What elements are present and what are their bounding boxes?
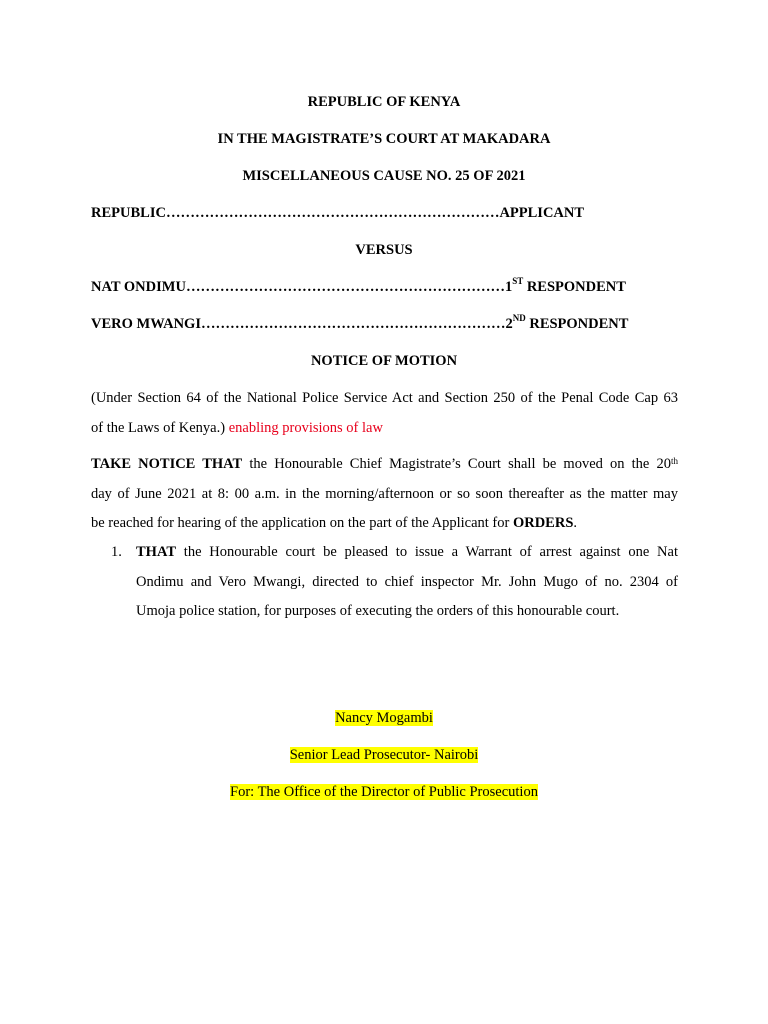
provision-annotation: enabling provisions of law (228, 419, 383, 436)
order-line-1-rest: the Honourable court be pleased to issue a Warrant of arrest against one Nat (176, 544, 678, 560)
notice-orders: ORDERS (512, 515, 574, 531)
notice-line-3-text: be reached for hearing of the application on the part of the Applicant for (91, 515, 513, 531)
respondent2-number: 2 (505, 316, 513, 332)
respondent1-ordinal: ST (512, 276, 524, 286)
order-number: 1. (111, 544, 122, 560)
enabling-provisions-paragraph (91, 384, 678, 443)
respondent2-line (91, 313, 629, 333)
notice-lead: TAKE NOTICE THAT (91, 456, 243, 472)
order-line-1 (136, 538, 678, 568)
court-heading: IN THE MAGISTRATE’S COURT AT MAKADARA (217, 131, 551, 147)
applicant-role: APPLICANT (499, 205, 585, 221)
notice-line-3 (91, 509, 678, 539)
cause-heading: MISCELLANEOUS CAUSE NO. 25 OF 2021 (242, 168, 526, 184)
respondent1-dots: ………………………………………………………… (185, 279, 505, 295)
provision-line-1: (Under Section 64 of the National Police Service Act and Section 250 of the Penal Code Cap 63 (91, 390, 678, 406)
respondent2-dots: ……………………………………………………… (200, 316, 506, 332)
signatory-office-line (0, 784, 768, 801)
respondent1-role: RESPONDENT (523, 279, 626, 295)
order-line-3: Umoja police station, for purposes of executing the orders of this honourable court. (136, 603, 620, 619)
applicant-line (91, 205, 584, 222)
signatory-title-line (0, 747, 768, 764)
provision-text: of the Laws of Kenya.) (91, 419, 229, 436)
applicant-name: REPUBLIC (91, 205, 166, 221)
respondent1-line (91, 276, 626, 296)
respondent2-name: VERO MWANGI (91, 316, 201, 332)
applicant-dots: …………………………………………………………… (165, 205, 500, 221)
respondent1-name: NAT ONDIMU (91, 279, 186, 295)
motion-title: NOTICE OF MOTION (310, 353, 458, 369)
order-line-2: Ondimu and Vero Mwangi, directed to chief inspector Mr. John Mugo of no. 2304 of (136, 573, 678, 590)
order-item (136, 538, 678, 627)
versus-heading: VERSUS (355, 242, 413, 258)
respondent2-ordinal: ND (512, 313, 526, 323)
country-heading: REPUBLIC OF KENYA (307, 94, 461, 110)
signatory-name: Nancy Mogambi (335, 710, 433, 726)
notice-date-ordinal: th (670, 456, 678, 466)
order-lead: THAT (136, 544, 177, 560)
notice-line-3-end: . (573, 515, 578, 531)
take-notice-paragraph (91, 450, 678, 539)
respondent1-number: 1 (504, 279, 513, 295)
signatory-title: Senior Lead Prosecutor- Nairobi (289, 747, 479, 763)
notice-line-1 (91, 450, 678, 480)
notice-line-1-rest: the Honourable Chief Magistrate’s Court shall be moved on the 20 (242, 456, 671, 472)
signatory-office: For: The Office of the Director of Public Prosecution (230, 784, 538, 800)
notice-line-2: day of June 2021 at 8: 00 a.m. in the morning/afternoon or so soon thereafter as the matter may (91, 485, 678, 502)
provision-line-2 (91, 414, 678, 444)
respondent2-role: RESPONDENT (525, 316, 629, 332)
signatory-name-line (0, 710, 768, 727)
